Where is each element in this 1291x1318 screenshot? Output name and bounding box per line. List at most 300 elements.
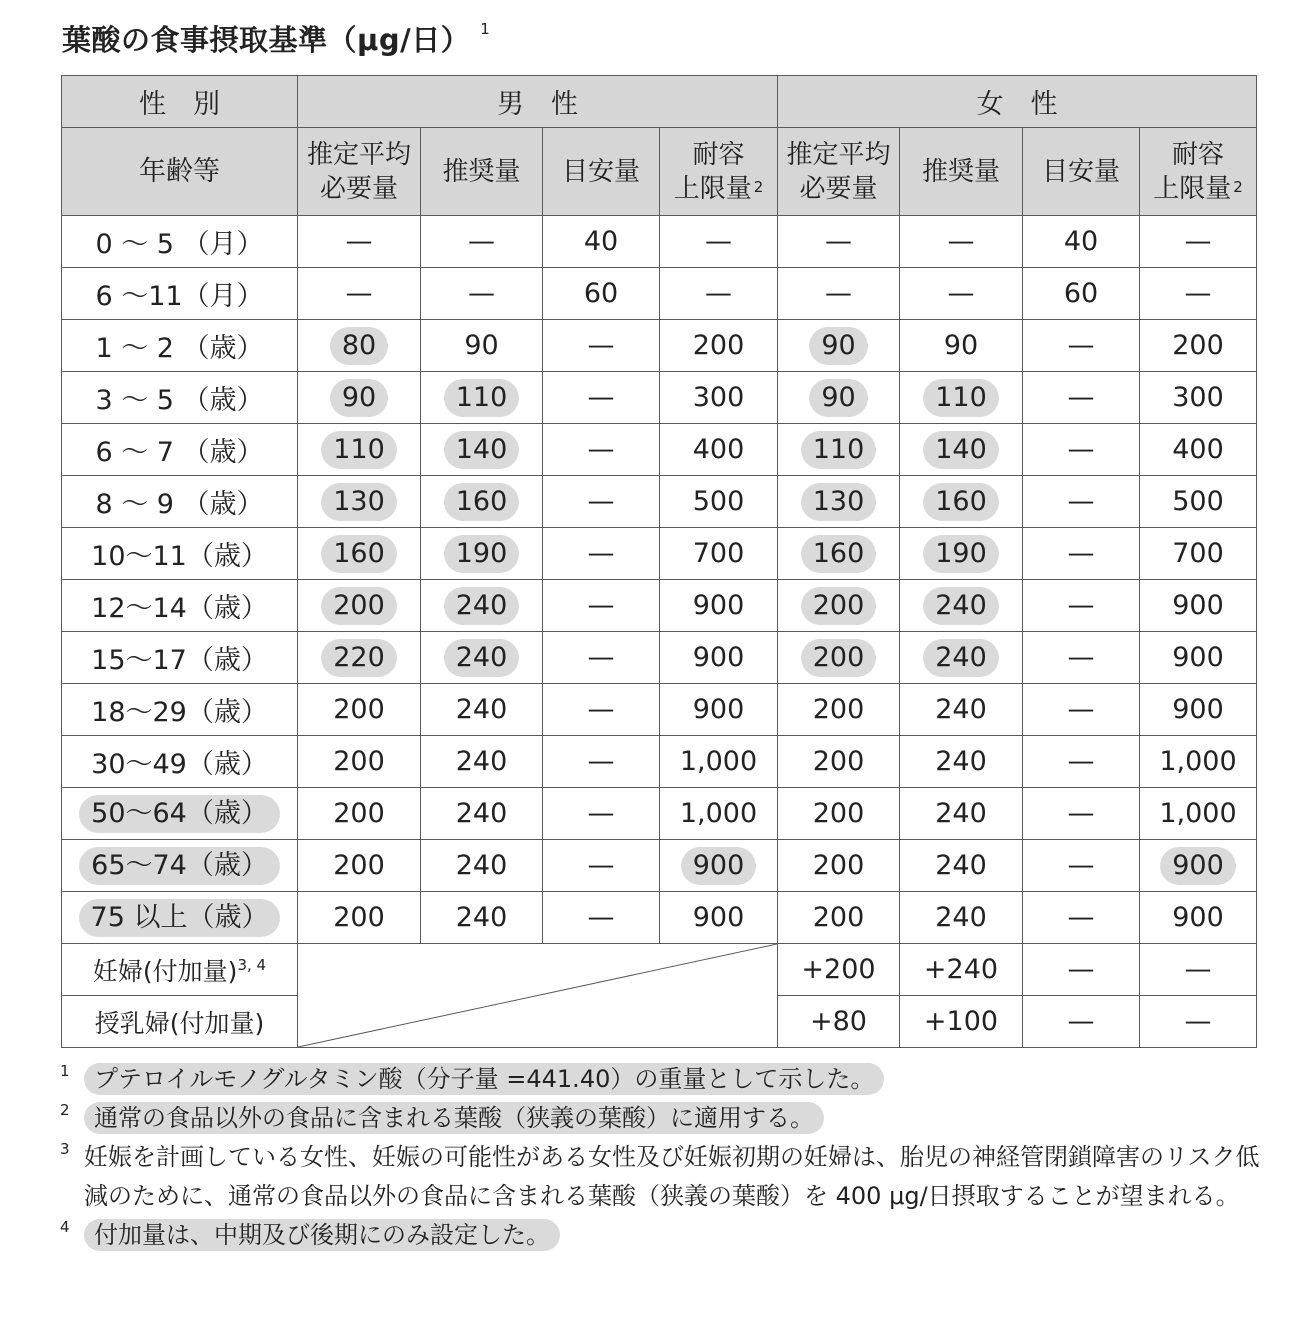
female-value-cell-value: 1,000 bbox=[1159, 798, 1237, 829]
female-value-cell bbox=[900, 632, 1023, 684]
header-row-sex bbox=[62, 76, 1257, 128]
female-value-cell-value: — bbox=[1067, 434, 1095, 465]
female-value-cell bbox=[1140, 216, 1257, 268]
male-value-cell bbox=[543, 268, 660, 320]
female-value-cell-value: 900 bbox=[1172, 902, 1224, 933]
male-value-cell bbox=[421, 216, 543, 268]
female-value-cell bbox=[778, 736, 900, 788]
female-value-cell bbox=[900, 424, 1023, 476]
female-value-cell-value: 90 bbox=[809, 379, 867, 417]
female-value-cell-value: 240 bbox=[923, 587, 999, 625]
male-value-cell bbox=[421, 788, 543, 840]
male-value-cell bbox=[660, 372, 778, 424]
table-row bbox=[62, 476, 1257, 528]
table-row bbox=[62, 320, 1257, 372]
male-value-cell-value: — bbox=[587, 590, 615, 621]
female-value-cell bbox=[778, 320, 900, 372]
female-value-cell bbox=[778, 528, 900, 580]
lactating-label-cell-value: 授乳婦(付加量) bbox=[94, 1008, 265, 1038]
male-value-cell-value: 1,000 bbox=[679, 746, 758, 777]
female-ear-header bbox=[778, 128, 900, 216]
female-value-cell bbox=[778, 632, 900, 684]
female-value-cell-value: 900 bbox=[1172, 642, 1224, 673]
male-value-cell-value: 1,000 bbox=[679, 798, 758, 829]
table-row bbox=[62, 684, 1257, 736]
male-value-cell bbox=[298, 892, 421, 944]
male-value-cell-value: — bbox=[587, 798, 615, 829]
page-title bbox=[62, 18, 490, 59]
female-value-cell bbox=[900, 580, 1023, 632]
footnote bbox=[60, 1099, 1260, 1138]
male-value-cell bbox=[660, 424, 778, 476]
sex-header: 性 別 bbox=[62, 76, 298, 128]
male-ai-header: 目安量 bbox=[543, 128, 660, 216]
female-value-cell bbox=[900, 736, 1023, 788]
male-value-cell-value: 130 bbox=[321, 483, 397, 521]
male-value-cell-value: 300 bbox=[692, 382, 745, 413]
ul-footnote-mark: 2 bbox=[1233, 177, 1243, 196]
female-value-cell bbox=[1140, 892, 1257, 944]
male-value-cell bbox=[660, 840, 778, 892]
male-value-cell bbox=[543, 528, 660, 580]
age-cell bbox=[62, 424, 298, 476]
female-value-cell-value: 900 bbox=[1172, 590, 1224, 621]
female-value-cell-value: — bbox=[825, 226, 852, 257]
female-value-cell bbox=[1023, 580, 1140, 632]
age-cell-value: 6 ～ 7 （歳） bbox=[95, 437, 264, 468]
male-value-cell-value: — bbox=[345, 278, 373, 309]
female-value-cell bbox=[1023, 840, 1140, 892]
female-value-cell bbox=[778, 580, 900, 632]
male-value-cell-value: 240 bbox=[455, 798, 508, 829]
male-value-cell bbox=[543, 216, 660, 268]
title-text: 葉酸の食事摂取基準（μg/日） bbox=[62, 23, 471, 57]
male-value-cell-value: 220 bbox=[321, 639, 397, 677]
female-value-cell-value: — bbox=[1067, 746, 1095, 777]
male-value-cell-value: — bbox=[587, 850, 615, 881]
female-value-cell bbox=[900, 372, 1023, 424]
female-value-cell bbox=[1140, 476, 1257, 528]
female-value-cell-value: 240 bbox=[923, 639, 999, 677]
pregnant-value-cell bbox=[1140, 944, 1257, 996]
age-cell bbox=[62, 736, 298, 788]
female-value-cell-value: 240 bbox=[935, 902, 987, 933]
female-value-cell bbox=[1023, 528, 1140, 580]
female-value-cell bbox=[1140, 632, 1257, 684]
male-value-cell-value: 200 bbox=[321, 587, 397, 625]
male-value-cell-value: 110 bbox=[444, 379, 520, 417]
male-value-cell bbox=[298, 476, 421, 528]
lactating-value-cell-value: +100 bbox=[923, 1006, 999, 1037]
male-value-cell-value: — bbox=[705, 278, 732, 309]
female-value-cell-value: 160 bbox=[923, 483, 999, 521]
age-cell-value: 18～29（歳） bbox=[91, 697, 268, 728]
folate-intake-table-container bbox=[61, 75, 1256, 1044]
male-value-cell bbox=[660, 320, 778, 372]
female-value-cell bbox=[900, 684, 1023, 736]
female-value-cell-value: 140 bbox=[923, 431, 999, 469]
female-value-cell bbox=[778, 216, 900, 268]
female-value-cell-value: 900 bbox=[1172, 694, 1224, 725]
ear-label-line2: 必要量 bbox=[799, 173, 878, 204]
female-value-cell-value: — bbox=[1067, 382, 1095, 413]
female-value-cell bbox=[1140, 372, 1257, 424]
female-value-cell-value: 240 bbox=[935, 746, 987, 777]
male-value-cell bbox=[660, 580, 778, 632]
table-row bbox=[62, 424, 1257, 476]
age-cell bbox=[62, 840, 298, 892]
female-value-cell bbox=[1023, 372, 1140, 424]
age-cell bbox=[62, 372, 298, 424]
male-value-cell-value: 500 bbox=[692, 486, 745, 517]
footnote-number: 1 bbox=[60, 1062, 70, 1080]
pregnant-value-cell-value: +200 bbox=[801, 954, 876, 985]
footnote bbox=[60, 1216, 1260, 1255]
age-cell-value: 3 ～ 5 （歳） bbox=[95, 385, 264, 416]
female-value-cell-value: — bbox=[825, 278, 852, 309]
title-footnote-mark: 1 bbox=[480, 20, 491, 38]
pregnant-value-cell bbox=[778, 944, 900, 996]
male-value-cell bbox=[421, 632, 543, 684]
male-value-cell-value: 240 bbox=[455, 902, 508, 933]
age-cell-value: 50～64（歳） bbox=[79, 795, 280, 833]
female-value-cell-value: 110 bbox=[801, 431, 877, 469]
ear-label-line1: 推定平均 bbox=[306, 139, 411, 170]
age-cell bbox=[62, 684, 298, 736]
male-value-cell bbox=[421, 320, 543, 372]
male-value-cell-value: — bbox=[587, 486, 615, 517]
female-value-cell-value: 240 bbox=[935, 694, 987, 725]
age-cell-value: 0 ～ 5 （月） bbox=[95, 229, 264, 260]
female-value-cell-value: — bbox=[1184, 226, 1212, 257]
female-value-cell-value: 400 bbox=[1172, 434, 1224, 465]
male-value-cell bbox=[543, 840, 660, 892]
age-cell-value: 15～17（歳） bbox=[91, 645, 268, 676]
female-value-cell bbox=[778, 892, 900, 944]
female-value-cell bbox=[1023, 424, 1140, 476]
male-value-cell bbox=[421, 268, 543, 320]
age-cell bbox=[62, 632, 298, 684]
female-value-cell bbox=[778, 684, 900, 736]
female-value-cell bbox=[1023, 320, 1140, 372]
male-value-cell-value: 900 bbox=[692, 642, 745, 673]
male-value-cell bbox=[543, 788, 660, 840]
male-value-cell-value: 900 bbox=[692, 590, 745, 621]
male-value-cell bbox=[421, 684, 543, 736]
footnote-number: 3 bbox=[60, 1140, 70, 1158]
ear-label-line2: 必要量 bbox=[319, 173, 398, 204]
male-value-cell-value: 200 bbox=[333, 694, 385, 725]
age-cell bbox=[62, 476, 298, 528]
male-value-cell bbox=[298, 424, 421, 476]
lactating-value-cell-value: — bbox=[1067, 1006, 1095, 1037]
female-value-cell bbox=[1140, 684, 1257, 736]
male-value-cell bbox=[543, 320, 660, 372]
female-value-cell bbox=[1023, 268, 1140, 320]
male-value-cell-value: 190 bbox=[444, 535, 520, 573]
male-value-cell bbox=[421, 892, 543, 944]
female-value-cell-value: — bbox=[1067, 642, 1095, 673]
age-cell bbox=[62, 528, 298, 580]
female-value-cell bbox=[900, 476, 1023, 528]
female-header: 女 性 bbox=[778, 76, 1257, 128]
female-value-cell bbox=[1140, 840, 1257, 892]
diagonal-line bbox=[298, 944, 777, 1047]
ul-label-line2: 上限量 bbox=[673, 173, 752, 204]
age-cell-value: 8 ～ 9 （歳） bbox=[95, 489, 264, 520]
female-value-cell-value: — bbox=[947, 226, 975, 257]
male-value-cell bbox=[298, 216, 421, 268]
male-value-cell-value: — bbox=[345, 226, 373, 257]
table-row-pregnant bbox=[62, 944, 1257, 996]
female-value-cell bbox=[900, 788, 1023, 840]
female-value-cell bbox=[1140, 788, 1257, 840]
header-row-columns bbox=[62, 128, 1257, 216]
male-value-cell-value: 200 bbox=[333, 850, 385, 881]
male-value-cell bbox=[660, 632, 778, 684]
male-value-cell bbox=[421, 580, 543, 632]
male-value-cell-value: 900 bbox=[681, 847, 757, 885]
male-value-cell bbox=[421, 840, 543, 892]
female-value-cell bbox=[900, 528, 1023, 580]
male-value-cell bbox=[421, 736, 543, 788]
male-value-cell bbox=[298, 580, 421, 632]
male-value-cell bbox=[298, 372, 421, 424]
table-row bbox=[62, 840, 1257, 892]
female-value-cell bbox=[1023, 892, 1140, 944]
male-value-cell bbox=[298, 528, 421, 580]
male-value-cell bbox=[298, 632, 421, 684]
ul-label-line1: 耐容 bbox=[692, 139, 745, 170]
male-value-cell-value: 200 bbox=[333, 746, 385, 777]
female-value-cell-value: 700 bbox=[1172, 538, 1224, 569]
male-rda-header: 推奨量 bbox=[421, 128, 543, 216]
pregnant-value-cell-value: — bbox=[1184, 954, 1212, 985]
female-value-cell bbox=[1023, 788, 1140, 840]
male-value-cell-value: 240 bbox=[455, 694, 508, 725]
ul-footnote-mark: 2 bbox=[753, 177, 764, 196]
male-value-cell bbox=[660, 788, 778, 840]
female-value-cell-value: 500 bbox=[1172, 486, 1224, 517]
male-value-cell bbox=[660, 684, 778, 736]
female-value-cell bbox=[900, 320, 1023, 372]
age-cell-value: 12～14（歳） bbox=[91, 593, 268, 624]
female-value-cell-value: — bbox=[1067, 538, 1095, 569]
male-value-cell bbox=[298, 788, 421, 840]
female-value-cell-value: — bbox=[947, 278, 975, 309]
female-value-cell-value: 240 bbox=[935, 850, 987, 881]
female-value-cell-value: 900 bbox=[1160, 847, 1236, 885]
footnote bbox=[60, 1060, 1260, 1099]
male-value-cell-value: 80 bbox=[330, 327, 388, 365]
male-value-cell bbox=[543, 476, 660, 528]
female-value-cell-value: 200 bbox=[801, 639, 877, 677]
male-value-cell bbox=[298, 268, 421, 320]
male-value-cell-value: — bbox=[587, 382, 615, 413]
table-row bbox=[62, 580, 1257, 632]
male-not-applicable-cell bbox=[298, 944, 778, 1048]
male-value-cell-value: 160 bbox=[444, 483, 520, 521]
age-cell-value: 1 ～ 2 （歳） bbox=[95, 333, 264, 364]
female-value-cell-value: — bbox=[1067, 694, 1095, 725]
female-value-cell bbox=[900, 892, 1023, 944]
male-value-cell-value: 240 bbox=[455, 850, 508, 881]
male-value-cell-value: 90 bbox=[464, 330, 499, 361]
female-value-cell-value: 110 bbox=[923, 379, 999, 417]
male-value-cell-value: 240 bbox=[444, 587, 520, 625]
male-value-cell bbox=[660, 736, 778, 788]
table-row bbox=[62, 268, 1257, 320]
female-value-cell-value: — bbox=[1067, 850, 1095, 881]
male-value-cell-value: 140 bbox=[444, 431, 520, 469]
pregnant-value-cell bbox=[1023, 944, 1140, 996]
age-cell bbox=[62, 268, 298, 320]
pregnant-label-cell bbox=[62, 944, 298, 996]
age-cell bbox=[62, 320, 298, 372]
male-value-cell bbox=[421, 476, 543, 528]
female-rda-header: 推奨量 bbox=[900, 128, 1023, 216]
male-value-cell bbox=[298, 684, 421, 736]
male-value-cell bbox=[543, 580, 660, 632]
female-value-cell bbox=[1140, 580, 1257, 632]
female-value-cell bbox=[1140, 424, 1257, 476]
footnote-text: 通常の食品以外の食品に含まれる葉酸（狭義の葉酸）に適用する。 bbox=[84, 1102, 824, 1134]
female-value-cell-value: — bbox=[1067, 902, 1095, 933]
female-value-cell bbox=[900, 840, 1023, 892]
male-value-cell bbox=[421, 528, 543, 580]
female-value-cell-value: 200 bbox=[812, 850, 865, 881]
age-cell bbox=[62, 788, 298, 840]
male-value-cell-value: 700 bbox=[692, 538, 745, 569]
female-value-cell-value: 40 bbox=[1063, 226, 1099, 257]
female-value-cell bbox=[1023, 216, 1140, 268]
footnote-text: プテロイルモノグルタミン酸（分子量 =441.40）の重量として示した。 bbox=[84, 1063, 884, 1095]
pregnant-value-cell bbox=[900, 944, 1023, 996]
female-value-cell-value: 200 bbox=[812, 694, 865, 725]
male-value-cell-value: 240 bbox=[455, 746, 508, 777]
female-value-cell-value: — bbox=[1067, 590, 1095, 621]
male-value-cell-value: — bbox=[468, 278, 495, 309]
male-value-cell-value: — bbox=[705, 226, 732, 257]
lactating-value-cell-value: +80 bbox=[810, 1006, 867, 1037]
female-value-cell bbox=[1023, 476, 1140, 528]
age-cell-value: 65～74（歳） bbox=[79, 847, 280, 885]
footnote-number: 4 bbox=[60, 1218, 70, 1236]
male-value-cell-value: — bbox=[587, 642, 615, 673]
table-row bbox=[62, 216, 1257, 268]
male-ul-header bbox=[660, 128, 778, 216]
female-value-cell-value: 130 bbox=[801, 483, 877, 521]
male-value-cell-value: — bbox=[587, 434, 615, 465]
male-value-cell bbox=[421, 372, 543, 424]
female-value-cell-value: 240 bbox=[935, 798, 987, 829]
female-value-cell-value: — bbox=[1067, 486, 1095, 517]
female-value-cell-value: — bbox=[1067, 798, 1095, 829]
female-value-cell bbox=[1140, 528, 1257, 580]
female-value-cell-value: 200 bbox=[812, 798, 865, 829]
age-cell-value: 30～49（歳） bbox=[91, 749, 268, 780]
female-ul-header bbox=[1140, 128, 1257, 216]
age-cell bbox=[62, 580, 298, 632]
male-value-cell bbox=[543, 632, 660, 684]
table-row bbox=[62, 372, 1257, 424]
pregnant-footnote-mark: 3, 4 bbox=[237, 955, 267, 974]
female-value-cell-value: 90 bbox=[809, 327, 867, 365]
male-value-cell-value: 900 bbox=[692, 694, 745, 725]
pregnant-value-cell-value: — bbox=[1067, 954, 1095, 985]
female-value-cell bbox=[778, 476, 900, 528]
female-value-cell-value: 200 bbox=[812, 902, 865, 933]
lactating-value-cell bbox=[778, 996, 900, 1048]
female-ai-header: 目安量 bbox=[1023, 128, 1140, 216]
female-value-cell bbox=[778, 840, 900, 892]
female-value-cell-value: 160 bbox=[801, 535, 877, 573]
male-value-cell-value: — bbox=[587, 694, 615, 725]
female-value-cell bbox=[900, 216, 1023, 268]
male-value-cell bbox=[298, 736, 421, 788]
footnote-number: 2 bbox=[60, 1101, 70, 1119]
ul-label-line2: 上限量 bbox=[1153, 173, 1232, 204]
female-value-cell-value: — bbox=[1067, 330, 1095, 361]
male-value-cell-value: — bbox=[468, 226, 495, 257]
lactating-value-cell bbox=[900, 996, 1023, 1048]
female-value-cell-value: 60 bbox=[1063, 278, 1099, 309]
male-header: 男 性 bbox=[298, 76, 778, 128]
lactating-value-cell bbox=[1140, 996, 1257, 1048]
male-value-cell-value: 240 bbox=[444, 639, 520, 677]
female-value-cell bbox=[778, 788, 900, 840]
female-value-cell bbox=[1023, 736, 1140, 788]
male-value-cell bbox=[543, 372, 660, 424]
lactating-value-cell bbox=[1023, 996, 1140, 1048]
female-value-cell-value: 200 bbox=[812, 746, 865, 777]
female-value-cell-value: 1,000 bbox=[1159, 746, 1237, 777]
table-row bbox=[62, 528, 1257, 580]
male-value-cell-value: 40 bbox=[583, 226, 619, 257]
female-value-cell-value: 200 bbox=[801, 587, 877, 625]
female-value-cell-value: — bbox=[1184, 278, 1212, 309]
male-value-cell-value: — bbox=[587, 538, 615, 569]
pregnant-value-cell-value: +240 bbox=[923, 954, 999, 985]
female-value-cell bbox=[1140, 320, 1257, 372]
female-value-cell bbox=[778, 424, 900, 476]
female-value-cell-value: 190 bbox=[923, 535, 999, 573]
footnotes bbox=[60, 1060, 1260, 1255]
male-value-cell bbox=[543, 892, 660, 944]
male-value-cell-value: 200 bbox=[692, 330, 745, 361]
table-row bbox=[62, 892, 1257, 944]
female-value-cell bbox=[1140, 268, 1257, 320]
male-value-cell bbox=[298, 840, 421, 892]
lactating-label-cell bbox=[62, 996, 298, 1048]
male-value-cell-value: — bbox=[587, 902, 615, 933]
male-value-cell-value: 200 bbox=[333, 902, 385, 933]
lactating-value-cell-value: — bbox=[1184, 1006, 1212, 1037]
male-value-cell bbox=[660, 892, 778, 944]
male-ear-header bbox=[298, 128, 421, 216]
table-row bbox=[62, 736, 1257, 788]
pregnant-label: 妊婦(付加量) bbox=[92, 956, 238, 986]
female-value-cell bbox=[1023, 684, 1140, 736]
female-value-cell-value: 90 bbox=[943, 330, 979, 361]
age-cell-value: 10～11（歳） bbox=[91, 541, 268, 572]
table-row bbox=[62, 632, 1257, 684]
male-value-cell-value: 160 bbox=[321, 535, 397, 573]
ul-label-line1: 耐容 bbox=[1171, 139, 1224, 170]
male-value-cell bbox=[660, 268, 778, 320]
age-cell-value: 6 ～11（月） bbox=[95, 281, 264, 312]
male-value-cell bbox=[543, 424, 660, 476]
